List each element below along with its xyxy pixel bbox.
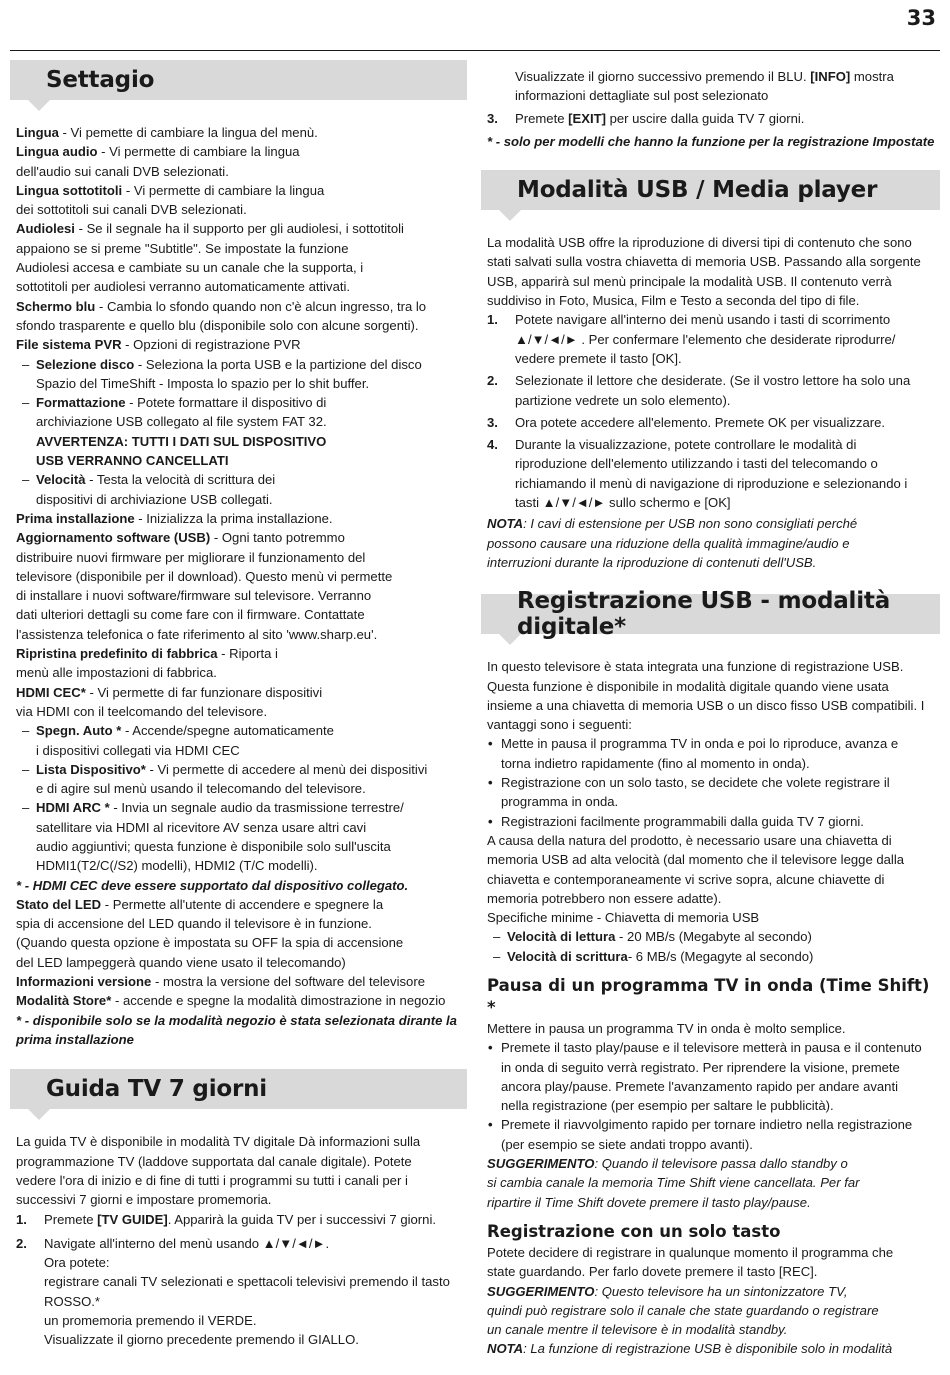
bullet-line: torna indietro rapidamente (fino al momento in onda). (501, 755, 810, 771)
description: di installare i nuovi software/firmware sul televisore. Verranno (16, 588, 372, 604)
section-header-usb (481, 170, 940, 210)
term: Velocità (36, 472, 86, 488)
description: televisore (disponibile per il download). Questo menù vi permette (16, 568, 393, 584)
sub-option-line (36, 779, 467, 798)
tv-guide-continued (481, 67, 940, 151)
store-note-line1: * - disponibile solo se la modalità negozio è stata selezionata dirante la (16, 1012, 457, 1028)
guide-intro-line: successivi 7 giorni e impostare promemoria. (16, 1192, 272, 1208)
description: - Ogni tanto potremmo (210, 530, 345, 546)
description: spia di accensione del LED quando il televisore è in funzione. (16, 916, 372, 932)
description: distribuire nuovi firmware per migliorare il funzionamento del (16, 549, 366, 565)
description: - Permette all'utente di accendere e spegnere la (101, 896, 384, 912)
tip-text: ripartire il Time Shift dovete premere il tasto play/pause. (487, 1194, 811, 1210)
store-note-line2: prima installazione (16, 1031, 134, 1047)
tv-guide-body (10, 1132, 467, 1349)
term: Spegn. Auto * (36, 723, 122, 739)
step-line: Ora potete accedere all'elemento. Premete OK per visualizzare. (515, 414, 886, 430)
bullet-line: (per esempio se siete andati troppo avanti). (501, 1136, 753, 1152)
description: - Potete formattare il dispositivo di (125, 395, 327, 411)
term: AVVERTENZA: TUTTI I DATI SUL DISPOSITIVO (36, 433, 327, 449)
one-touch-tip (481, 1282, 940, 1340)
description: (Quando questa opzione è impostata su OFF la spia di accensione (16, 935, 404, 951)
term: Schermo blu (16, 298, 96, 314)
step-text: per uscire dalla guida TV 7 giorni. (605, 110, 805, 126)
setting-line (10, 972, 467, 991)
description: sottotitoli per audiolesi verranno automaticamente attivati. (16, 279, 351, 295)
usb-step (481, 435, 940, 512)
rec-intro-line: In questo televisore è stata integrata una funzione di registrazione USB. (487, 659, 904, 675)
step-text: Visualizzate il giorno successivo premendo il BLU. (515, 69, 811, 84)
bullet-line: in onda di seguito verrà registrato. Per riprendere la visione, premete (501, 1059, 900, 1075)
header-rule (10, 50, 940, 51)
step-line: Ora potete: (44, 1255, 110, 1271)
step-number: 4. (487, 437, 498, 453)
guide-intro-line: vedere l'ora di inizio e di fine di tutti i programmi su tutti i canali per i (16, 1172, 408, 1188)
usb-step (481, 310, 940, 368)
sub-option (10, 355, 467, 394)
bullet-line: • Registrazione con un solo tasto, se decidete che volete registrare il (501, 775, 890, 791)
setting-line (10, 663, 467, 682)
setting-line (10, 297, 467, 316)
sub-option-line (36, 393, 467, 412)
bullet-line: nella registrazione (per esempio per saltare le pubblicità). (501, 1098, 834, 1114)
spec-label: Velocità di lettura (507, 929, 616, 945)
setting-line (10, 277, 467, 296)
sub-option-line (36, 760, 467, 779)
setting-line (10, 162, 467, 181)
step-text: Premete (44, 1212, 98, 1228)
description: audio aggiuntivi; questa funzione è disponibile solo sull'uscita (36, 838, 391, 854)
guide-step-3 (481, 109, 940, 128)
note-label: NOTA (487, 1341, 524, 1357)
setting-line (10, 953, 467, 972)
description: - Testa la velocità di scrittura dei (85, 472, 276, 488)
tip-text: : Questo televisore ha un sintonizzatore TV, (594, 1283, 848, 1299)
setting-line (10, 142, 467, 161)
setting-line (10, 509, 467, 528)
bullet-item (481, 734, 940, 773)
section-title: Registrazione USB - modalità digitale* (517, 588, 891, 641)
guide-intro-line: programmazione TV (laddove supportata dal canale digitale). Potete (16, 1153, 412, 1169)
description: dei sottotitoli sui canali DVB selezionati. (16, 202, 247, 218)
usb-intro-line: La modalità USB offre la riproduzione di diversi tipi di contenuto che sono (487, 235, 912, 251)
sub-option (10, 760, 467, 799)
sub-option-line (36, 741, 467, 760)
description: - mostra la versione del software del televisore (151, 974, 425, 990)
note-text: : I cavi di estensione per USB non sono consigliati perché (523, 516, 858, 532)
description: appaiono se si preme "Subtitle". Se impostate la funzione (16, 240, 349, 256)
note-text: possono causare una riduzione della qualità immagine/audio e (487, 535, 850, 551)
rec-para-line: A causa della natura del prodotto, è necessario usare una chiavetta di (487, 832, 892, 848)
setting-line (10, 181, 467, 200)
tip-label: SUGGERIMENTO (487, 1156, 595, 1172)
tv-guide-key: [TV GUIDE] (97, 1212, 168, 1228)
guide-step-1 (10, 1210, 467, 1229)
term: Lingua (16, 125, 59, 140)
setting-line (10, 702, 467, 721)
term: Prima installazione (16, 510, 135, 526)
section-title: Guida TV 7 giorni (46, 1076, 267, 1103)
term: Selezione disco (36, 356, 135, 372)
step-line: vedere premete il tasto [OK]. (515, 350, 682, 366)
sub-option-line (36, 798, 467, 817)
description: - Accende/spegne automaticamente (121, 723, 334, 739)
one-touch-intro: state guardando. Per farlo dovete premere il tasto [REC]. (487, 1264, 818, 1280)
rec-intro-line: vantaggi sono i seguenti: (487, 717, 632, 733)
term: Modalità Store* (16, 993, 112, 1009)
section-header-usb-recording (481, 588, 940, 641)
term: Formattazione (36, 395, 126, 411)
setting-line (10, 605, 467, 624)
sub-option-line (36, 470, 467, 489)
description: - Invia un segnale audio da trasmissione terrestre/ (109, 800, 404, 816)
time-shift-tip (481, 1154, 940, 1212)
usb-body (481, 233, 940, 572)
description: sfondo trasparente e quello blu (disponibile solo con alcune sorgenti). (16, 317, 419, 333)
term: Aggiornamento software (USB) (16, 530, 211, 546)
description: - Vi pemette di cambiare la lingua del menù. (58, 125, 318, 140)
tip-text: si cambia canale la memoria Time Shift viene cancellata. Per far (487, 1175, 860, 1191)
step-line: informazioni dettagliate sul post selezionato (515, 88, 769, 104)
description: via HDMI con il teelcomando del televisore. (16, 703, 268, 719)
step-text: mostra (850, 69, 894, 84)
sub-option-line (36, 837, 467, 856)
sub-option-line (36, 721, 467, 740)
description: - Seleziona la porta USB e la partizione del disco (134, 356, 422, 372)
guide-note: * - solo per modelli che hanno la funzione per la registrazione Impostate (487, 133, 935, 149)
spec-read-speed (481, 927, 940, 946)
tip-label: SUGGERIMENTO (487, 1283, 595, 1299)
time-shift-intro: Mettere in pausa un programma TV in onda è molto semplice. (487, 1020, 846, 1036)
description: satellitare via HDMI al ricevitore AV senza usare altri cavi (36, 819, 367, 835)
settings-list (10, 123, 467, 355)
step-text: . Apparirà la guida TV per i successivi 7 giorni. (167, 1212, 437, 1228)
section-title: Modalità USB / Media player (517, 177, 878, 204)
term: HDMI ARC * (36, 800, 110, 816)
description: - Vi permette di cambiare la lingua (97, 144, 300, 160)
term: File sistema PVR (16, 337, 122, 353)
step-number: 2. (487, 373, 498, 389)
setting-line (10, 258, 467, 277)
bullet-line: • Premete il riavvolgimento rapido per tornare indietro nella registrazione (501, 1117, 913, 1133)
bullet-line: programma in onda. (501, 794, 619, 810)
cec-note: * - HDMI CEC deve essere supportato dal dispositivo collegato. (16, 877, 409, 893)
setting-line (10, 683, 467, 702)
setting-line (10, 219, 467, 238)
step-number: 1. (16, 1212, 27, 1228)
setting-line (10, 586, 467, 605)
spec-value: - 6 MB/s (Megagyte al secondo) (627, 948, 814, 964)
setting-line (10, 528, 467, 547)
description: - Riporta i (217, 646, 278, 662)
usb-intro-line: stati salvati sulla vostra chiavetta di memoria USB. Passando alla sorgente (487, 254, 921, 270)
section-header-tv-guide (10, 1069, 467, 1109)
settings-body (10, 123, 467, 1049)
usb-step (481, 371, 940, 410)
step-line: Navigate all'interno del menù usando ▲/▼/◄/►. (44, 1235, 330, 1251)
tip-text: quindi può registrare solo il canale che state guardando o registrare (487, 1302, 879, 1318)
setting-line (10, 316, 467, 335)
description: e di agire sul menù usando il telecomando del televisore. (36, 781, 366, 797)
tip-text: un canale mentre il televisore è in modalità standby. (487, 1322, 788, 1338)
step-line (515, 67, 940, 86)
description: dati ulteriori dettagli su come fare con il firmware. Contattate (16, 607, 365, 623)
step-line: ▲/▼/◄/► . Per confermare l'elemento che desiderate riprodurre/ (515, 331, 896, 347)
usb-intro-line: USB, apparirà sul menù principale la modalità USB. Il contenuto verrà (487, 273, 892, 289)
setting-line (10, 625, 467, 644)
description: menù alle impostazioni di fabbrica. (16, 665, 217, 681)
step-line: Durante la visualizzazione, potete controllare le modalità di (515, 437, 857, 453)
note-text: : La funzione di registrazione USB è disponibile solo in modalità (523, 1341, 893, 1357)
term: Lista Dispositivo* (36, 761, 146, 777)
sub-option-line (36, 374, 467, 393)
step-line: partizione vedrete un solo elemento). (515, 392, 731, 408)
step-line: tasti ▲/▼/◄/► sullo schermo e [OK] (515, 495, 731, 511)
setting-line (10, 933, 467, 952)
description: - Vi permette di far funzionare dispositivi (85, 684, 323, 700)
usb-steps-list (481, 310, 940, 512)
step-line: ROSSO.* (44, 1293, 101, 1309)
rec-para-line: chiavetta e contemporaneamente vi scrive sopra, alcune chiavette di (487, 871, 885, 887)
description: i dispositivi collegati via HDMI CEC (36, 742, 240, 758)
spec-value: - 20 MB/s (Megabyte al secondo) (615, 929, 812, 945)
term: Ripristina predefinito di fabbrica (16, 646, 218, 662)
settings-list-3 (10, 895, 467, 1011)
spec-label: Velocità di scrittura (507, 948, 628, 964)
note-label: NOTA (487, 516, 524, 532)
description: Spazio del TimeShift - Imposta lo spazio per lo shit buffer. (36, 375, 370, 391)
sub-option-line (36, 432, 467, 451)
setting-line (10, 548, 467, 567)
step-line: un promemoria premendo il VERDE. (44, 1312, 257, 1328)
one-touch-heading: Registrazione con un solo tasto (487, 1221, 781, 1241)
bullet-item (481, 1038, 940, 1115)
sub-option (10, 393, 467, 470)
description: - Cambia lo sfondo quando non c'è alcun ingresso, tra lo (95, 298, 427, 314)
pvr-options-list (10, 355, 467, 509)
term: Stato del LED (16, 896, 102, 912)
setting-line (10, 123, 467, 142)
rec-intro-line: insieme a una chiavetta di memoria USB o un disco fisso USB compatibili. I (487, 697, 925, 713)
sub-option-line (36, 818, 467, 837)
sub-option (10, 721, 467, 760)
description: del LED lampeggerà quando viene usato il telecomando) (16, 954, 346, 970)
description: - accende e spegne la modalità dimostrazione in negozio (111, 993, 446, 1009)
setting-line (10, 239, 467, 258)
step-number: 1. (487, 312, 498, 328)
usb-intro-line: suddiviso in Foto, Musica, Film e Testo a seconda del tipo di file. (487, 293, 860, 309)
setting-line (10, 914, 467, 933)
rec-para-line: memoria USB ad alta velocità (dal momento che il televisore legge dalla (487, 852, 905, 868)
settings-list-2 (10, 509, 467, 721)
note-text: interruzioni durante la riproduzione di contenuti dell'USB. (487, 554, 817, 570)
step-text: Premete (515, 110, 569, 126)
bullet-line: • Premete il tasto play/pause e il televisore metterà in pausa e il contenuto (501, 1040, 922, 1056)
exit-key: [EXIT] (568, 110, 606, 126)
time-shift-heading: Pausa di un programma TV in onda (Time Shift) * (487, 975, 930, 1017)
term: Informazioni versione (16, 974, 152, 990)
section-title: Settagio (46, 67, 155, 93)
setting-line (10, 644, 467, 663)
step-number: 3. (487, 414, 498, 430)
setting-line (10, 895, 467, 914)
usb-note (481, 514, 940, 572)
step-line: Selezionate il lettore che desiderate. (Se il vostro lettore ha solo una (515, 373, 911, 389)
step-number: 2. (16, 1235, 27, 1251)
step-number: 3. (487, 110, 498, 126)
description: dispositivi di archiviazione USB collegati. (36, 491, 273, 507)
description: dell'audio sui canali DVB selezionati. (16, 163, 229, 179)
description: - Opzioni di registrazione PVR (121, 337, 301, 353)
rec-para-line: memoria potrebbero non essere adatte). (487, 890, 722, 906)
rec-intro-line: Questa funzione è disponibile in modalità digitale quando viene usata (487, 678, 889, 694)
description: Audiolesi accesa e cambiate su un canale che la supporta, i (16, 260, 364, 276)
hdmi-cec-options-list (10, 721, 467, 875)
page-number: 33 (906, 6, 936, 30)
step-line: Potete navigare all'interno dei menù usando i tasti di scorrimento (515, 312, 891, 328)
step-line: richiamando il menù di navigazione di riproduzione e selezionando i (515, 475, 908, 491)
term: Lingua sottotitoli (16, 182, 123, 198)
setting-line (10, 567, 467, 586)
guide-step-2 (10, 1234, 467, 1350)
guide-step-2-continued (481, 67, 940, 106)
right-column (481, 67, 940, 1359)
sub-option (10, 798, 467, 875)
bullet-item (481, 812, 940, 831)
term: USB VERRANNO CANCELLATI (36, 453, 229, 469)
spec-write-speed (481, 947, 940, 966)
description: l'assistenza telefonica o fate riferimento al sito 'www.sharp.eu'. (16, 626, 378, 642)
sub-option-line (36, 412, 467, 431)
sub-option-line (36, 856, 467, 875)
section-header-settings (10, 60, 467, 100)
usb-step (481, 413, 940, 432)
bullet-item (481, 1115, 940, 1154)
usb-recording-body (481, 657, 940, 1359)
term: Audiolesi (16, 221, 75, 237)
description: archiviazione USB collegato al file system FAT 32. (36, 414, 327, 430)
description: - Vi permette di accedere al menù dei dispositivi (145, 761, 428, 777)
term: HDMI CEC* (16, 684, 86, 700)
tip-text: : Quando il televisore passa dallo standby o (594, 1156, 848, 1172)
step-line: riproduzione dell'elemento utilizzando i tasti del telecomando o (515, 456, 878, 472)
left-column (10, 60, 467, 1350)
sub-option-line (36, 355, 467, 374)
sub-option-line (36, 451, 467, 470)
description: - Se il segnale ha il supporto per gli audiolesi, i sottotitoli (74, 221, 404, 237)
rec-advantages-list (481, 734, 940, 830)
term: Lingua audio (16, 144, 98, 160)
info-key: [INFO] (810, 69, 851, 84)
setting-line (10, 991, 467, 1010)
one-touch-intro: Potete decidere di registrare in qualunque momento il programma che (487, 1244, 894, 1260)
rec-para-line: Specifiche minime - Chiavetta di memoria USB (487, 910, 760, 926)
sub-option (10, 470, 467, 509)
bullet-line: ancora play/pause. Premete l'avanzamento rapido per andare avanti (501, 1078, 899, 1094)
bullet-item (481, 773, 940, 812)
step-line: registrare canali TV selezionati e spettacoli televisivi premendo il tasto (44, 1274, 450, 1290)
description: - Vi permette di cambiare la lingua (122, 182, 325, 198)
guide-intro-line: La guida TV è disponibile in modalità TV digitale Dà informazioni sulla (16, 1134, 421, 1150)
setting-line (10, 335, 467, 354)
description: - Inizializza la prima installazione. (134, 510, 333, 526)
sub-option-line (36, 490, 467, 509)
time-shift-list (481, 1038, 940, 1154)
setting-line (10, 200, 467, 219)
bullet-line: • Mette in pausa il programma TV in onda e poi lo riproduce, avanza e (501, 736, 899, 752)
description: HDMI1(T2/C(/S2) modelli), HDMI2 (T/C modelli). (36, 858, 318, 874)
bullet-line: • Registrazioni facilmente programmabili dalla guida TV 7 giorni. (501, 813, 864, 829)
final-note (481, 1339, 940, 1358)
step-line: Visualizzate il giorno precedente premendo il GIALLO. (44, 1332, 359, 1348)
